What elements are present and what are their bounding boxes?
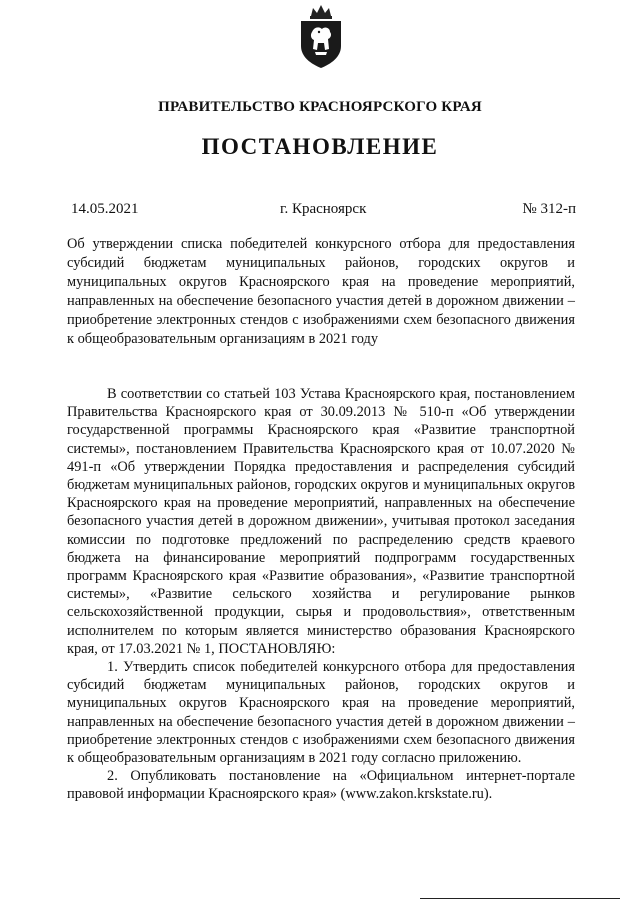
organization-title: ПРАВИТЕЛЬСТВО КРАСНОЯРСКОГО КРАЯ: [158, 99, 482, 115]
document-number: № 312-п: [522, 201, 576, 217]
footer-divider: [420, 898, 620, 899]
document-type-title: ПОСТАНОВЛЕНИЕ: [201, 134, 439, 159]
coat-of-arms-emblem: [295, 2, 347, 70]
document-date: 14.05.2021: [71, 201, 139, 217]
item-1-paragraph: 1. Утвердить список победителей конкурсного отбора для предоставления субсидий бюджетам муниципальных районов, городских округов и муниципальных округов Красноярского края на проведение мероприятий, направленных на обеспечение безопасного участия детей в дорожном движении – приобретение электронных стендов с изображениями схем безопасного движения к общеобразовательным организациям в 2021 году согласно приложению.: [67, 659, 575, 767]
preamble-paragraph: В соответствии со статьей 103 Устава Красноярского края, постановлением Правительства Красноярского края от 30.09.2013 № 510-п «Об утверждении государственной программы Красноярского края «Развитие транспортной системы», постановлением Правительства Красноярского края от 10.07.2020 № 491-п «Об утверждении Порядка предоставления и распределения субсидий бюджетам муниципальных районов, городских округов и муниципальных округов Красноярского края на проведение мероприятий, направленных на обеспечение безопасного участия детей в дорожном движении», учитывая протокол заседания комиссии по подготовке предложений по распределению средств краевого бюджета на финансирование мероприятий подпрограмм государственных программ Красноярского края «Развитие образования», «Развитие транспортной системы», «Развитие сельского хозяйства и регулирование рынков сельскохозяйственной продукции, сырья и продовольствия», ответственным исполнителем по которым является министерство образования Красноярского края, от 17.03.2021 № 1, ПОСТАНОВЛЯЮ:: [67, 386, 575, 657]
document-city: г. Красноярск: [280, 201, 367, 217]
document-subject: Об утверждении списка победителей конкурсного отбора для предоставления субсидий бюджетам муниципальных районов, городских округов и муниципальных округов Красноярского края на проведение мероприятий, направленных на обеспечение безопасного участия детей в дорожном движении – приобретение электронных стендов с изображениями схем безопасного движения к общеобразовательным организациям в 2021 году: [67, 236, 575, 347]
document-body: [67, 385, 575, 804]
item-2-paragraph: 2. Опубликовать постановление на «Официальном интернет-портале правовой информации Красноярского края» (www.zakon.krskstate.ru).: [67, 768, 575, 803]
